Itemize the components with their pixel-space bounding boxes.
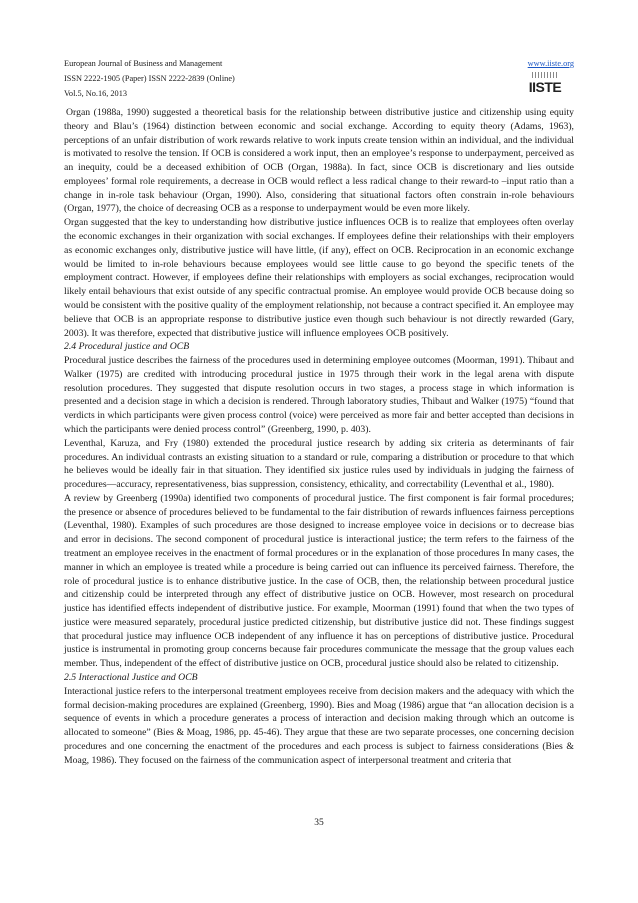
article-body [64,106,574,768]
iiste-logo [528,70,562,100]
paragraph-leventhal: Leventhal, Karuza, and Fry (1980) extended the procedural justice research by adding six criteria as determinants of fair procedures. An individual contrasts an existing situation to a standard or rule, comparing a distribution or procedure to that which he believes would be ideally fair in that situation. They identified six justice rules used by individuals in judging the fairness of procedures—accuracy, representativeness, bias suppression, consistency, ethicality, and correctability (Leventhal et al., 1980). [64,437,574,491]
paragraph-organ-equity: Organ (1988a, 1990) suggested a theoretical basis for the relationship between distributive justice and citizenship using equity theory and Blau’s (1964) distinction between economic and social exchange. According to equity theory (Adams, 1963), perceptions of an unfair distribution of work rewards relative to work inputs create tension within an individual, and the individual is motivated to resolve the tension. If OCB is considered a work input, then an employee’s response to underpayment, perceived as an inequity, could be a deceased exhibition of OCB (Organ, 1988a). In fact, since OCB is discretionary and lies outside employees’ formal role requirements, a decrease in OCB would reflect a less radical change to their reward-to –input ratio than a change in in-role task behaviour (Organ, 1990). Also, considering that situational factors often constrain in-role behaviours (Organ, 1977), the choice of decreasing OCB as a response to underpayment would be even more likely. [64,107,574,215]
paragraph-procedural-definition: Procedural justice describes the fairness of the procedures used in determining employee outcomes (Moorman, 1991). Thibaut and Walker (1975) are credited with introducing procedural justice in 1975 through their work in the legal arena with dispute resolution procedures. They suggested that dispute resolution occurs in two stages, a process stage in which information is presented and a decision stage in which a decision is rendered. Through laboratory studies, Thibaut and Walker (1975) “found that verdicts in which participants were given process control (voice) were perceived as more fair and better accepted than decisions in which the participants were denied process control” (Greenberg, 1990, p. 403). [64,355,574,435]
logo-text: IISTE [528,79,562,95]
logo-dots-icon [532,72,558,78]
page-number: 35 [314,818,324,828]
journal-url-link[interactable]: www.iiste.org [527,59,574,68]
paragraph-interactional-definition: Interactional justice refers to the interpersonal treatment employees receive from decision makers and the adequacy with which the formal decision-making procedures are explained (Greenberg, 1990). Bies and Moag (1986) argue that “an allocation decision is a sequence of events in which a procedure generates a process of interaction and decision making through which an outcome is allocated to someone” (Bies & Moag, 1986, pp. 45-46). They argue that these are two separate processes, one concerning decision procedures and one concerning the enactment of the procedures and each process is subject to fairness considerations (Bies & Moag, 1986). They focused on the fairness of the communication aspect of interpersonal treatment and criteria that [64,685,574,766]
issn-line: ISSN 2222-1905 (Paper) ISSN 2222-2839 (Online) [64,74,235,83]
section-heading-procedural-justice: 2.4 Procedural justice and OCB [64,341,190,353]
volume-line: Vol.5, No.16, 2013 [64,89,127,98]
paragraph-greenberg-review: A review by Greenberg (1990a) identified two components of procedural justice. The first component is fair formal procedures; the presence or absence of procedures believed to be fundamental to the fair distribution of rewards influences fairness perceptions (Leventhal, 1980). Examples of such procedures are those designed to increase employee voice in decisions or to decrease bias and error in decisions. The second component of procedural justice is interactional justice; the term refers to the fairness of the treatment an employee receives in the enactment of formal procedures or in the explanation of those procedures In many cases, the manner in which an employee is treated while a procedure is being carried out can influence its perceived fairness. Therefore, the role of procedural justice is to enhance distributive justice. In the case of OCB, then, the relationship between procedural justice and citizenship could be interpreted through any effect of distributive justice on OCB. However, most research on procedural justice has identified effects independent of distributive justice. For example, Moorman (1991) found that when the two types of justice were measured separately, procedural justice predicted citizenship, but distributive justice did not. These findings suggest that procedural justice may influence OCB independent of any influence it has on perceptions of distributive justice. Procedural justice is instrumental in promoting group concerns because fair procedures communicate the message that the group values each member. Thus, independent of the effect of distributive justice on OCB, procedural justice should also be related to citizenship. [64,492,574,670]
journal-title: European Journal of Business and Management [64,59,223,68]
paragraph-organ-exchange: Organ suggested that the key to understanding how distributive justice influences OCB is to realize that employees often overlay the economic exchanges in their organization with social exchanges. If employees define their relationships with their employers as economic exchanges only, distributive justice will have little, (if any), effect on OCB. Reciprocation in an economic exchange would be limited to in-role behaviours because employees would see little cause to go beyond the specific tenets of the employment contract. However, if employees define their relationships with employers as social exchanges, reciprocation would likely entail behaviours that exist outside of any specific contractual promise. An employee would provide OCB because doing so would be consistent with the positive quality of the employment relationship, not because a contract specified it. An employee may believe that OCB is an appropriate response to distributive justice even though such behaviour is not directly rewarded (Gary, 2003). It was therefore, expected that distributive justice will influence employees OCB positively. [64,217,574,339]
section-heading-interactional-justice: 2.5 Interactional Justice and OCB [64,672,198,684]
page-header [64,56,574,100]
